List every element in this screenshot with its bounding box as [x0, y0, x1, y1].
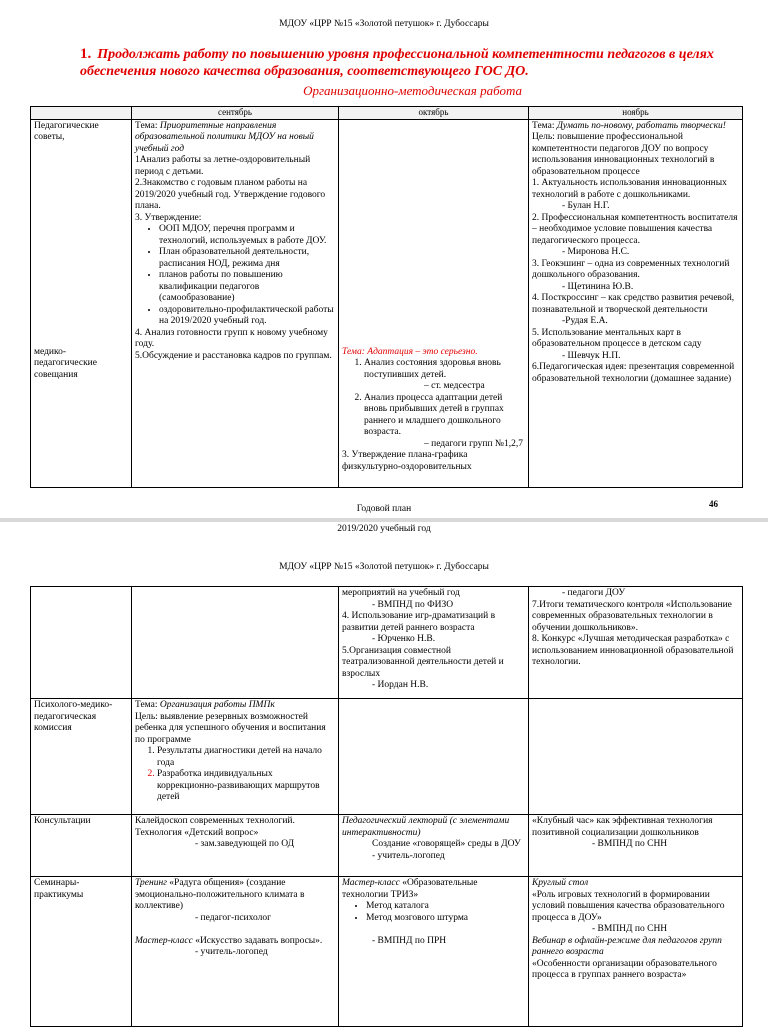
page-header: МДОУ «ЦРР №15 «Золотой петушок» г. Дубоссары	[279, 562, 489, 572]
list-item	[364, 358, 525, 393]
november-cell	[529, 877, 743, 1027]
seminar-format: Мастер-класс	[342, 878, 400, 888]
row-label: медико-педагогические совещания	[34, 346, 97, 380]
goal-text: Цель: выявление резервных возможностей ребенка для успешного обучения и воспитания по программе	[135, 711, 326, 745]
goal-text: Цель: повышение профессиональной компетентности педагогов ДОУ по вопросу использования инновационных технологий в образовательном процессе	[532, 132, 715, 177]
bullet-item: • оздоровительно-профилактической работы на 2019/2020 учебный год.	[159, 305, 335, 328]
september-cell	[132, 815, 339, 877]
row-label-cell	[31, 119, 132, 487]
responsible: - педагог-психолог	[195, 912, 272, 923]
section-subtitle: Организационно-методическая работа	[303, 83, 522, 98]
list-item: мероприятий на учебный год	[342, 588, 460, 598]
responsible: - Шевчук Н.П.	[562, 350, 621, 361]
list-item: 7.Итоги тематического контроля «Использование современных образовательных технологии в обучении дошкольников».	[532, 599, 732, 633]
column-header: ноябрь	[529, 107, 743, 120]
bullet-item: • планов работы по повышению квалификации педагогов (самообразование)	[159, 270, 335, 305]
table-row	[31, 587, 743, 699]
october-cell	[339, 815, 529, 877]
october-content	[342, 347, 525, 474]
november-cell	[529, 815, 743, 877]
october-cell	[339, 587, 529, 699]
list-item: 4. Использование игр-драматизаций в развитии детей раннего возраста	[342, 611, 496, 633]
september-cell	[132, 699, 339, 815]
bullet-item: • Метод каталога	[366, 901, 525, 913]
seminar-format: Мастер-класс	[135, 935, 193, 946]
theme-text: Приоритетные направления образовательной политики МДОУ на новый учебный год	[135, 120, 314, 154]
theme-text: Организация работы ПМПк	[159, 700, 275, 710]
item-text: Анализ состояния здоровья вновь поступивших детей.	[364, 358, 501, 380]
list-item: 4. Анализ готовности групп к новому учебному году.	[135, 327, 328, 349]
table-row	[31, 815, 743, 877]
list-item: 8. Конкурс «Лучшая методическая разработка» с использованием инновационной образовательной технологии.	[532, 634, 734, 667]
column-header: сентябрь	[132, 107, 339, 120]
october-cell	[339, 699, 529, 815]
row-label: Педагогические советы,	[34, 120, 99, 142]
seminar-topic: «Образовательные технологии ТРИЗ»	[342, 878, 478, 900]
plan-table	[30, 106, 743, 488]
document-page-2	[0, 522, 768, 1024]
list-item: 3. Утверждение:	[135, 212, 202, 223]
responsible: - Иордан Н.В.	[372, 680, 429, 690]
list-item: 2.Знакомство с годовым планом работы на 2019/2020 учебный год. Утверждение годового плана.	[135, 178, 326, 211]
table-row	[31, 877, 743, 1027]
row-label-cell	[31, 587, 132, 699]
november-cell	[529, 119, 743, 487]
theme-label: Тема:	[532, 120, 555, 131]
responsible: - ВМПНД по СНН	[592, 924, 668, 934]
list-item: 1. Актуальность использования инновационных технологий в работе с дошкольниками.	[532, 178, 727, 200]
bullet-list	[342, 901, 525, 924]
theme-label: Тема:	[135, 700, 158, 710]
column-header: октябрь	[339, 107, 529, 120]
consultation-topic: «Клубный час» как эффективная технология позитивной социализации дошкольников	[532, 816, 713, 838]
table-row	[31, 119, 743, 487]
bullet-item: • Метод мозгового штурма	[366, 913, 525, 925]
item-text: Анализ процесса адаптации детей вновь прибывших детей в группах раннего и младшего дошкольного возраста.	[364, 392, 504, 437]
plan-table-continued	[30, 586, 743, 1027]
theme-label: Тема:	[135, 120, 158, 131]
responsible: - ВМПНД по ФИЗО	[372, 599, 454, 610]
row-label: Семинары-практикумы	[31, 877, 132, 1027]
consultation-topic: Создание «говорящей» среды в ДОУ	[372, 839, 521, 849]
numbered-list	[135, 746, 335, 804]
responsible: – ст. медсестра	[424, 381, 485, 391]
seminar-topic: «Радуга общения» (создание эмоционально-положительного климата в коллективе)	[135, 878, 305, 911]
list-item: 5.Организация совместной театрализованной деятельности детей и взрослых	[342, 645, 504, 679]
seminar-topic: «Особенности организации образовательного процесса в группах раннего возраста»	[532, 958, 717, 980]
list-item: 6.Педагогическая идея: презентация современной образовательной технологии (домашнее задание)	[532, 362, 735, 384]
list-item: 2. Профессиональная компетентность воспитателя – необходимое условие повышения качества педагогического процесса.	[532, 212, 738, 246]
page-number: 46	[709, 499, 718, 509]
list-item: 4. Посткроссинг – как средство развития речевой, познавательной и творческой деятельности	[532, 293, 735, 315]
responsible: - учитель-логопед	[195, 947, 268, 957]
november-cell	[529, 587, 743, 699]
list-item: 1Анализ работы за летне-оздоровительный период с детьми.	[135, 155, 311, 177]
seminar-format: Тренинг	[135, 878, 167, 888]
october-cell	[339, 877, 529, 1027]
table-header-row	[31, 107, 743, 120]
footer-line: 2019/2020 учебный год	[337, 524, 431, 534]
row-label: Психолого-медико-педагогическая комиссия	[31, 699, 132, 815]
list-item	[364, 393, 525, 451]
september-cell	[132, 587, 339, 699]
list-item: 3. Геокэшинг – одна из современных технологий дошкольного образования.	[532, 258, 730, 280]
seminar-topic: «Роль игровых технологий в формировании условий повышения качества образовательного процесса в ДОУ»	[532, 889, 725, 923]
responsible: - учитель-логопед	[372, 850, 445, 861]
responsible: - зам.заведующей по ОД	[195, 839, 295, 849]
item-text: Разработка индивидуальных коррекционно-развивающих маршрутов детей	[157, 769, 320, 802]
column-header	[31, 107, 132, 120]
section-title-text: Продолжать работу по повышению уровня профессиональной компетентности педагогов в целях обеспечения нового качества образования, соответствующего ГОС ДО.	[80, 47, 714, 79]
section-title	[80, 46, 720, 80]
seminar-format: Круглый стол	[532, 878, 589, 888]
responsible: - ВМПНД по СНН	[592, 839, 668, 849]
list-item: 3. Утверждение плана-графика физкультурно-оздоровительных	[342, 450, 472, 472]
seminar-format: Вебинар в офлайн-режиме для педагогов групп раннего возраста	[532, 935, 722, 957]
september-cell	[132, 119, 339, 487]
numbered-list	[342, 358, 525, 450]
table-row	[31, 699, 743, 815]
responsible: - Юрченко Н.В.	[372, 634, 436, 644]
page-header: МДОУ «ЦРР №15 «Золотой петушок» г. Дубоссары	[279, 19, 489, 29]
list-item: 5. Использование ментальных карт в образовательном процессе в детском саду	[532, 327, 702, 349]
theme-text: Думать по-новому, работать творчески!	[556, 120, 726, 131]
row-label: Консультации	[31, 815, 132, 877]
theme-text: Тема: Адаптация – это серьезно.	[342, 346, 478, 357]
list-item: 5.Обсуждение и расстановка кадров по группам.	[135, 350, 332, 361]
consultation-topic: Калейдоскоп современных технологий. Технология «Детский вопрос»	[135, 816, 295, 838]
responsible: - Миронова Н.С.	[562, 247, 630, 257]
list-item	[157, 769, 335, 804]
section-number: 1.	[80, 46, 92, 62]
bullet-list	[135, 224, 335, 328]
november-cell	[529, 699, 743, 815]
consultation-format: Педагогический лекторий (с элементами интерактивности)	[342, 816, 510, 838]
responsible: - ВМПНД по ПРН	[372, 935, 447, 946]
bullet-item: • ООП МДОУ, перечня программ и технологий, используемых в работе ДОУ.	[159, 224, 335, 247]
responsible: -Рудая Е.А.	[562, 316, 608, 326]
list-item: 1. Результаты диагностики детей на начало года	[157, 746, 335, 769]
responsible: – педагоги групп №1,2,7	[424, 438, 523, 449]
october-cell	[339, 119, 529, 487]
bullet-item: • План образовательной деятельности, расписания НОД, режима дня	[159, 247, 335, 270]
seminar-topic: «Искусство задавать вопросы».	[195, 935, 323, 946]
footer-line: Годовой план	[356, 504, 412, 514]
responsible: - Щетинина Ю.В.	[562, 281, 634, 292]
september-cell	[132, 877, 339, 1027]
responsible: - Булан Н.Г.	[562, 201, 610, 211]
responsible: - педагоги ДОУ	[562, 588, 626, 598]
